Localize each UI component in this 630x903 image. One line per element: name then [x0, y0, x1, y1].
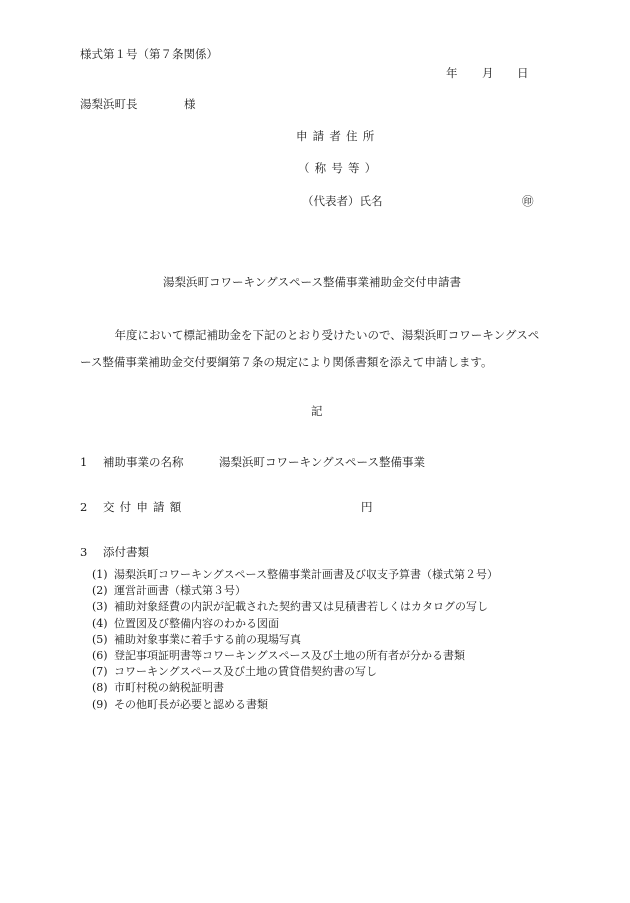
list-item-text: 湯梨浜町コワーキングスペース整備事業計画書及び収支予算書（様式第２号）: [114, 568, 499, 581]
body-line-2: ース整備事業補助金交付要綱第７条の規定により関係書類を添えて申請します。: [80, 355, 493, 369]
list-item-number: (3): [92, 600, 108, 614]
list-item: [92, 632, 498, 648]
list-item: [92, 583, 498, 599]
list-item-number: (5): [92, 632, 108, 646]
list-item: [92, 648, 498, 664]
list-item-text: コワーキングスペース及び土地の賃貸借契約書の写し: [114, 665, 378, 679]
applicant-representative-label: （代表者）氏名: [302, 194, 383, 208]
item-2-number: 2: [80, 500, 88, 514]
attachment-list: [92, 567, 498, 713]
applicant-trade-name-label: （称号等）: [298, 161, 382, 175]
item-1-value: 湯梨浜町コワーキングスペース整備事業: [219, 455, 425, 469]
date-month-label: 月: [482, 66, 494, 80]
list-item: [92, 680, 498, 696]
date-day-label: 日: [517, 66, 529, 80]
seal-mark: ㊞: [522, 194, 534, 208]
list-item-number: (7): [92, 665, 108, 679]
ki-heading: 記: [311, 404, 323, 418]
item-3-number: 3: [80, 545, 88, 559]
item-2-label: 交付申請額: [103, 500, 187, 514]
list-item: [92, 664, 498, 680]
list-item-text: 位置図及び整備内容のわかる図面: [114, 616, 279, 630]
item-3-label: 添付書類: [103, 545, 149, 559]
list-item-number: (4): [92, 616, 108, 630]
addressee-honorific: 様: [184, 97, 196, 111]
addressee-name: 湯梨浜町長: [80, 97, 138, 111]
date-year-label: 年: [446, 66, 458, 80]
list-item-number: (6): [92, 648, 108, 662]
list-item-text: 市町村税の納税証明書: [114, 681, 224, 695]
list-item-number: (2): [92, 584, 108, 598]
list-item-number: (9): [92, 697, 108, 711]
form-number: 様式第１号（第７条関係）: [80, 47, 218, 61]
list-item-text: 補助対象経費の内訳が記載された契約書又は見積書若しくはカタログの写し: [114, 600, 488, 614]
item-1-label: 補助事業の名称: [103, 455, 184, 469]
list-item: [92, 616, 498, 632]
document-title: 湯梨浜町コワーキングスペース整備事業補助金交付申請書: [163, 275, 461, 289]
applicant-address-label: 申請者住所: [296, 129, 380, 143]
list-item-text: 登記事項証明書等コワーキングスペース及び土地の所有者が分かる書類: [114, 648, 466, 662]
list-item-text: 補助対象事業に着手する前の現場写真: [114, 632, 301, 646]
list-item-text: その他町長が必要と認める書類: [114, 697, 268, 711]
body-line-1: 年度において標記補助金を下記のとおり受けたいので、湯梨浜町コワーキングスペ: [114, 328, 540, 342]
body-paragraph: [80, 322, 560, 376]
list-item-number: (8): [92, 681, 108, 695]
item-1-number: 1: [80, 455, 88, 469]
list-item-number: (1): [92, 568, 108, 581]
list-item: [92, 697, 498, 713]
list-item: [92, 567, 498, 583]
item-2-value: 円: [361, 500, 373, 514]
list-item-text: 運営計画書（様式第３号）: [114, 584, 246, 598]
list-item: [92, 599, 498, 615]
